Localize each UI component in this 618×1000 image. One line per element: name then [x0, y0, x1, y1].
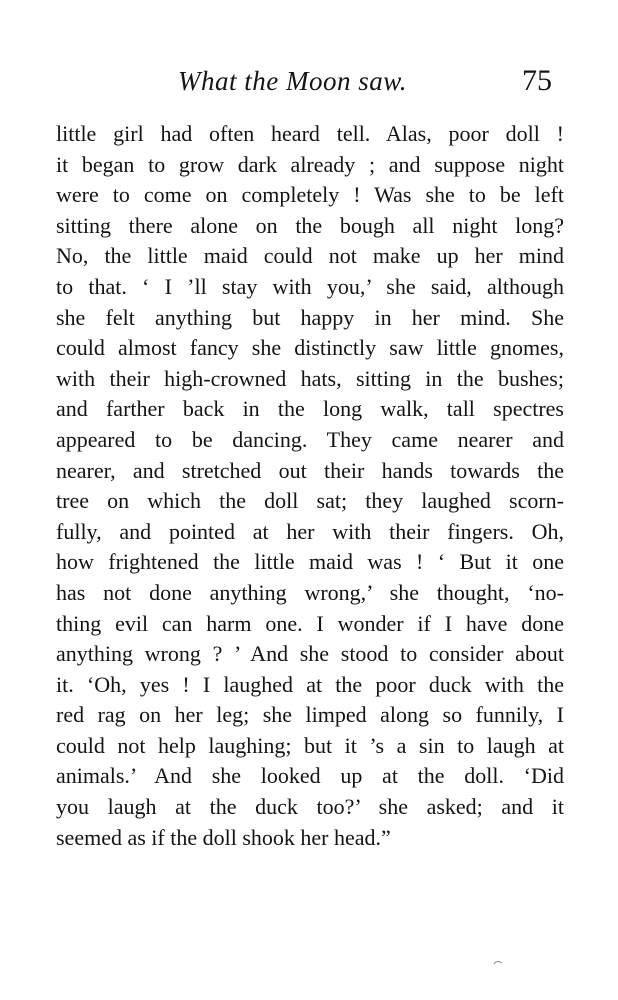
- text-line: how frightened the little maid was ! ‘ But it one: [56, 549, 564, 575]
- text-line: little girl had often heard tell. Alas, poor doll !: [56, 121, 564, 146]
- text-line: to that. ‘ I ’ll stay with you,’ she said, although: [56, 273, 564, 299]
- text-line: anything wrong ? ’ And she stood to consider about: [56, 641, 564, 667]
- text-line: No, the little maid could not make up her mind: [56, 243, 564, 269]
- text-line: and farther back in the long walk, tall spectres: [56, 396, 564, 422]
- text-line: with their high-crowned hats, sitting in the bushes;: [56, 365, 564, 391]
- text-line: has not done anything wrong,’ she thought, ‘no-: [56, 579, 564, 605]
- ink-speck: [493, 960, 503, 966]
- text-line: tree on which the doll sat; they laughed scorn-: [56, 488, 564, 514]
- text-line: it. ‘Oh, yes ! I laughed at the poor duck with the: [56, 671, 564, 697]
- text-line: animals.’ And she looked up at the doll. ‘Did: [56, 763, 564, 789]
- text-line: seemed as if the doll shook her head.”: [56, 824, 391, 850]
- text-line: were to come on completely ! Was she to be left: [56, 182, 564, 208]
- page-number: 75: [522, 64, 552, 97]
- body-text: [56, 119, 564, 853]
- text-line: could almost fancy she distinctly saw little gnomes,: [56, 335, 564, 361]
- text-line: appeared to be dancing. They came nearer and: [56, 426, 564, 452]
- text-line: it began to grow dark already ; and suppose night: [56, 151, 564, 177]
- text-line: nearer, and stretched out their hands towards the: [56, 457, 564, 483]
- text-line: you laugh at the duck too?’ she asked; and it: [56, 794, 564, 820]
- running-title: What the Moon saw.: [178, 66, 407, 96]
- text-line: could not help laughing; but it ’s a sin to laugh at: [56, 732, 564, 758]
- text-line: thing evil can harm one. I wonder if I have done: [56, 610, 564, 636]
- text-line: sitting there alone on the bough all night long?: [56, 212, 564, 238]
- text-line: red rag on her leg; she limped along so funnily, I: [56, 702, 564, 728]
- text-line: fully, and pointed at her with their fingers. Oh,: [56, 518, 564, 544]
- text-line: she felt anything but happy in her mind. She: [56, 304, 564, 330]
